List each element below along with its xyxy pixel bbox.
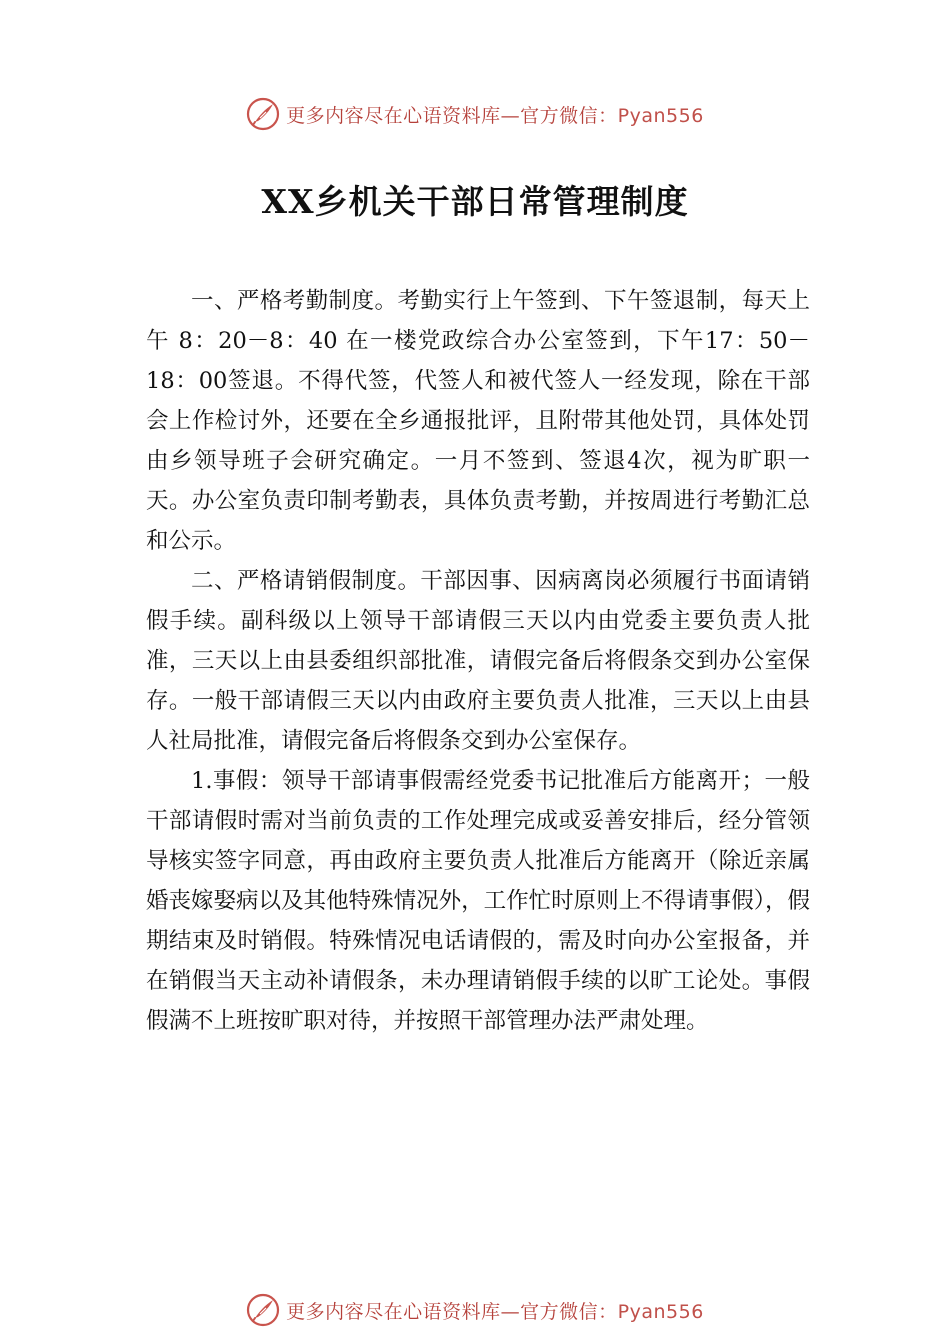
footer-watermark-banner — [0, 1290, 950, 1330]
paragraph-attendance: 一、严格考勤制度。考勤实行上午签到、下午签退制，每天上午 8：20－8：40 在一楼党政综合办公室签到，下午17：50－18：00签退。不得代签，代签人和被代签人一经发现，除在干部会上作检讨外，还要在全乡通报批评，且附带其他处罚，具体处罚由乡领导班子会研究确定。一月不签到、签退4次，视为旷职一天。办公室负责印制考勤表，具体负责考勤，并按周进行考勤汇总和公示。 — [146, 288, 810, 554]
document-body — [146, 281, 810, 1041]
paragraph-personal-leave: 1.事假：领导干部请事假需经党委书记批准后方能离开；一般干部请假时需对当前负责的工作处理完成或妥善安排后，经分管领导核实签字同意，再由政府主要负责人批准后方能离开（除近亲属婚丧嫁娶病以及其他特殊情况外，工作忙时原则上不得请事假），假期结束及时销假。特殊情况电话请假的，需及时向办公室报备，并在销假当天主动补请假条，未办理请销假手续的以旷工论处。事假假满不上班按旷职对待，并按照干部管理办法严肃处理。 — [146, 768, 810, 1034]
watermark-text — [286, 1297, 704, 1324]
watermark-slogan: 更多内容尽在心语资料库—官方微信： — [286, 104, 618, 127]
wechat-id: Pyan556 — [617, 1300, 704, 1323]
quill-pen-logo-icon — [246, 1293, 280, 1327]
watermark-text — [286, 101, 704, 128]
quill-pen-logo-icon — [246, 97, 280, 131]
wechat-id: Pyan556 — [617, 104, 704, 127]
paragraph-leave-policy: 二、严格请销假制度。干部因事、因病离岗必须履行书面请销假手续。副科级以上领导干部请假三天以内由党委主要负责人批准，三天以上由县委组织部批准，请假完备后将假条交到办公室保存。一般干部请假三天以内由政府主要负责人批准，三天以上由县人社局批准，请假完备后将假条交到办公室保存。 — [146, 568, 810, 754]
document-title: XX乡机关干部日常管理制度 — [261, 182, 689, 221]
header-watermark-banner — [0, 94, 950, 134]
watermark-slogan: 更多内容尽在心语资料库—官方微信： — [286, 1300, 618, 1323]
